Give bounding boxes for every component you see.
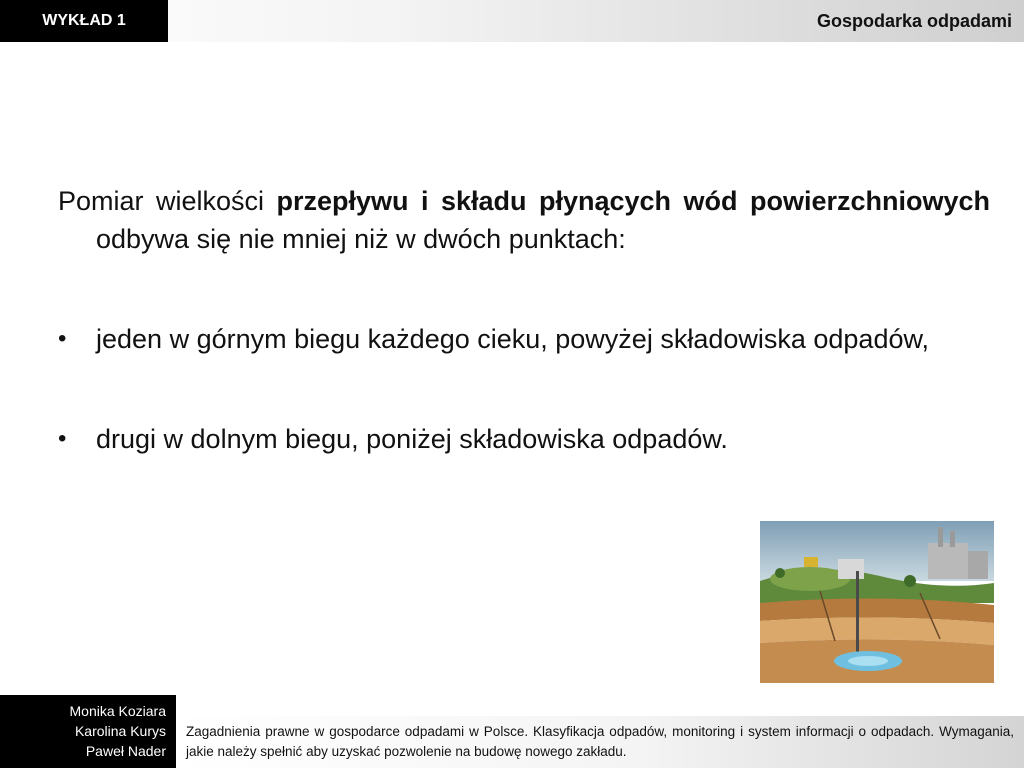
slide-content <box>58 182 990 458</box>
landfill-cross-section-image <box>760 521 994 683</box>
landfill-illustration <box>760 521 994 683</box>
author-name: Paweł Nader <box>85 743 166 759</box>
intro-text-start: Pomiar wielkości <box>58 186 277 216</box>
footer-description: Zagadnienia prawne w gospodarce odpadami w Polsce. Klasyfikacja odpadów, monitoring i system informacji o odpadach. Wymagania, jakie należy spełnić aby uzyskać pozwolenie na budowę nowego zakładu. <box>186 724 1014 759</box>
course-title: Gospodarka odpadami <box>816 10 1012 31</box>
lecture-label: WYKŁAD 1 <box>0 0 168 42</box>
authors-box <box>0 695 176 768</box>
bullet-icon: • <box>58 325 67 352</box>
intro-text-bold: przepływu i składu płynących wód powierzchniowych <box>276 186 990 216</box>
bullet-icon: • <box>58 425 67 452</box>
bullet-text: jeden w górnym biegu każdego cieku, powyżej składowiska odpadów, <box>96 324 929 354</box>
intro-paragraph <box>58 182 990 258</box>
author-name: Monika Koziara <box>69 703 166 719</box>
bullet-list <box>58 320 990 458</box>
bullet-text: drugi w dolnym biegu, poniżej składowiska odpadów. <box>96 424 728 454</box>
list-item <box>58 320 990 358</box>
author-name: Karolina Kurys <box>74 723 166 739</box>
intro-text-end: odbywa się nie mniej niż w dwóch punktach: <box>96 224 626 254</box>
footer-bar <box>176 716 1024 768</box>
header-bar <box>0 0 1024 42</box>
list-item <box>58 420 990 458</box>
